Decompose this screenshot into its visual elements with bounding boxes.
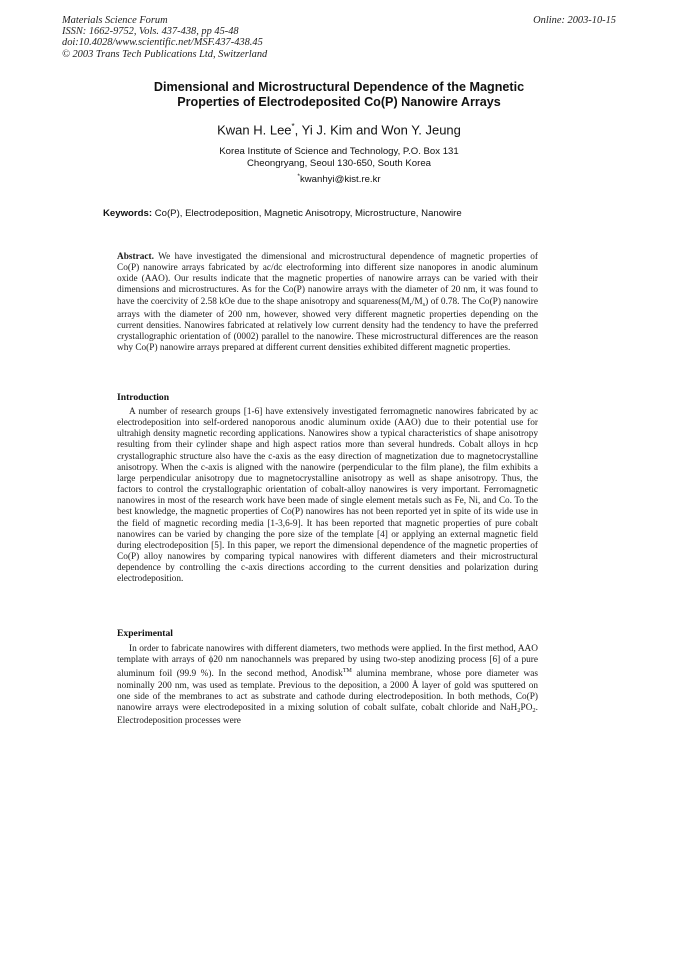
experimental-heading: Experimental bbox=[117, 628, 173, 639]
abstract-text-a: We have investigated the dimensional and microstructural dependence of magnetic properties of Co(P) nanowire arrays fabricated by ac/dc electroforming into different size nanopores in anodic aluminum oxide (AAO). Our results indicate that the magnetic properties of nanowire arrays can be varied with their dimensions and microstructures. As for the Co(P) nanowire arrays with the diameter of 20 nm, it was found to have the coercivity of 2.58 kOe due to the shape anisotropy and squareness(M bbox=[117, 252, 539, 307]
corresponding-mark: * bbox=[291, 122, 295, 131]
experimental-text-b: alumina membrane, whose pore diameter was nominally 200 nm, was used as template. Previous to the deposition, a 2000 Å layer of gold was sputtered on one side of the membranes to act as substrate and cathode during electrodeposition. In both methods, Co(P) nanowire arrays were electrodeposited in a mixing solution of cobalt sulfate, cobalt chloride and NaH bbox=[117, 669, 538, 713]
trademark-mark: TM bbox=[342, 668, 352, 675]
affiliation bbox=[90, 146, 588, 169]
title-line-2: Properties of Electrodeposited Co(P) Nanowire Arrays bbox=[177, 94, 501, 109]
journal-copyright: © 2003 Trans Tech Publications Ltd, Switzerland bbox=[62, 48, 268, 60]
online-date: Online: 2003-10-15 bbox=[533, 15, 616, 26]
introduction-text: A number of research groups [1-6] have extensively investigated ferromagnetic nanowires fabricated by ac electrodeposition into self-ordered nanoporous anodic aluminum oxide (AAO) due to their potential use for ultrahigh density magnetic recording applications. Nanowires show a typical characteristics of shape anisotropy resulting from their cylinder shape and high aspect ratios more than several hundreds. Cobalt alloys in hcp crystallographic structure also have the c-axis as the easy direction of magnetization due to magnetocrystalline anisotropy. When the c-axis is aligned with the nanowire (perpendicular to the film plane), the film exhibits a large perpendicular anisotropy due to magnetocrystalline anisotropy as well as shape anisotropy. Thus, the factors to control the crystallographic orientation of cobalt-alloy nanowires is very important. Ferromagnetic nanowires in most of the research work have been made of single element metals such as Fe, Ni, and Co. To the best knowledge, the magnetic properties of Co(P) nanowires has not been reported yet in spite of its wide use in the field of magnetic recording media [1-3,6-9]. It has been reported that magnetic properties of pure cobalt nanowires can be varied by changing the pore size of the template [4] or applying an external magnetic field during electrodeposition [5]. In this paper, we report the dimensional dependence of the magnetic properties of Co(P) alloy nanowires by comparing typical nanowires with different diameters and their microstructural dependence by controlling the c-axis directions according to the current densities and polarization during electrodeposition. bbox=[117, 407, 538, 585]
experimental-sub-3: 2 bbox=[532, 706, 536, 714]
journal-doi[interactable]: doi:10.4028/www.scientific.net/MSF.437-438.45 bbox=[62, 37, 263, 49]
experimental-text bbox=[117, 644, 538, 727]
keywords-label: Keywords: bbox=[103, 208, 153, 219]
abstract-sub-r: r bbox=[409, 300, 412, 308]
abstract-sub-s: s bbox=[422, 300, 426, 308]
email-address[interactable]: kwanhyi@kist.re.kr bbox=[299, 174, 381, 186]
abstract-text-b: /M bbox=[411, 296, 423, 307]
journal-issn: ISSN: 1662-9752, Vols. 437-438, pp 45-48 bbox=[62, 26, 239, 38]
author-1: Kwan H. Lee bbox=[217, 122, 292, 138]
title-line-1: Dimensional and Microstructural Dependence of the Magnetic bbox=[153, 80, 525, 94]
author-list bbox=[90, 122, 588, 137]
keywords-list: Co(P), Electrodeposition, Magnetic Anisotropy, Microstructure, Nanowire bbox=[154, 208, 462, 219]
experimental-text-d: . Electrodeposition processes were bbox=[117, 702, 538, 727]
email bbox=[90, 173, 588, 185]
journal-name: Materials Science Forum bbox=[62, 15, 168, 26]
experimental-sub-2: 2 bbox=[517, 706, 521, 714]
experimental-text-a: In order to fabricate nanowires with different diameters, two methods were applied. In the first method, AAO template with arrays of ϕ20 nm nanochannels was prepared by using two-step anodizing process [6] of a pure aluminum foil (99.9 %). In the second method, Anodisk bbox=[117, 644, 538, 680]
other-authors: , Yi J. Kim and Won Y. Jeung bbox=[294, 122, 461, 138]
introduction-heading: Introduction bbox=[117, 392, 170, 403]
affiliation-line-1: Korea Institute of Science and Technology, P.O. Box 131 bbox=[219, 146, 459, 157]
affiliation-line-2: Cheongryang, Seoul 130-650, South Korea bbox=[246, 157, 431, 169]
abstract-text-c: ) of 0.78. The Co(P) nanowire arrays with the diameter of 200 nm, however, showed very different magnetic properties depending on the current densities. Nanowires fabricated at relatively low current density had the tendency to have the preferred crystallographic orientation of (0002) parallel to the nanowire. These microstructural differences are the reason why Co(P) nanowire arrays prepared at different current densities exhibited different magnetic properties. bbox=[117, 296, 538, 354]
abstract bbox=[117, 252, 538, 354]
email-mark: * bbox=[297, 173, 300, 180]
experimental-text-c: PO bbox=[520, 702, 533, 713]
abstract-label: Abstract. bbox=[117, 252, 154, 262]
paper-title bbox=[90, 80, 588, 109]
keywords bbox=[103, 208, 593, 219]
